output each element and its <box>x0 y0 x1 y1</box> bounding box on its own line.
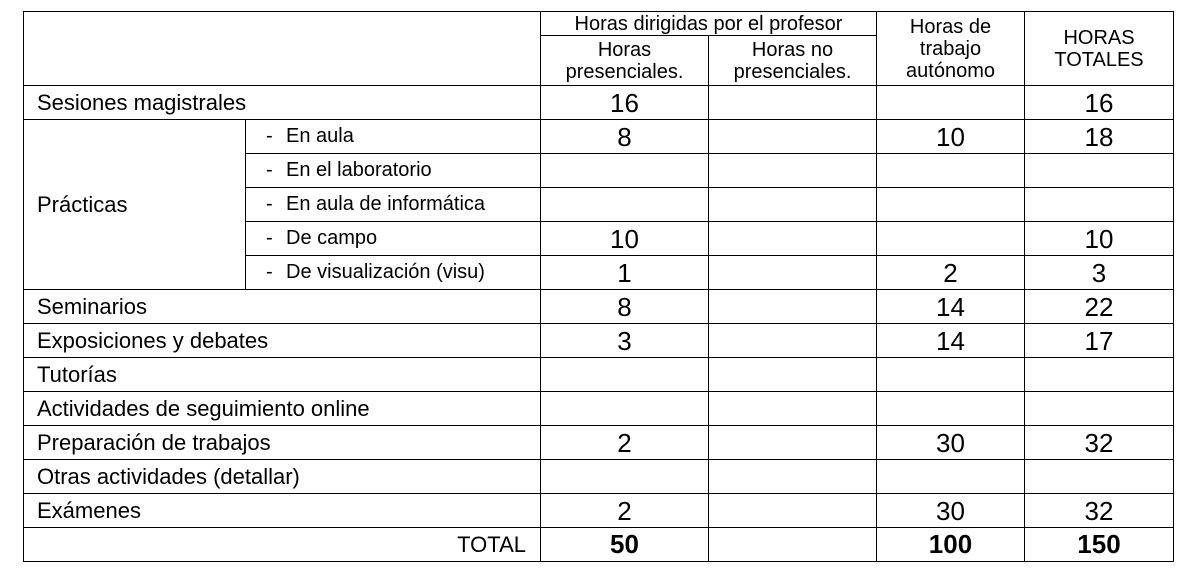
cell-in-person: 8 <box>541 290 709 324</box>
cell-autonomous <box>877 222 1025 256</box>
cell-not-in-person <box>709 358 877 392</box>
cell-autonomous <box>877 86 1025 120</box>
cell-in-person <box>541 154 709 188</box>
cell-autonomous: 14 <box>877 324 1025 358</box>
sub-row-text: En aula de informática <box>286 193 486 215</box>
table-row <box>24 290 1174 324</box>
header-in-person: Horas presenciales. <box>541 36 709 86</box>
cell-total <box>1025 154 1174 188</box>
dash-mark: - <box>266 227 273 249</box>
cell-not-in-person <box>709 460 877 494</box>
cell-in-person: 3 <box>541 324 709 358</box>
table-row <box>24 392 1174 426</box>
table-row <box>24 494 1174 528</box>
cell-in-person: 8 <box>541 120 709 154</box>
total-autonomous: 100 <box>877 528 1025 562</box>
row-label: Preparación de trabajos <box>24 426 541 460</box>
sub-row-label <box>246 256 541 290</box>
table-row <box>24 120 1174 154</box>
row-label-practicas: Prácticas <box>24 120 246 290</box>
cell-autonomous <box>877 188 1025 222</box>
total-row <box>24 528 1174 562</box>
row-label: Otras actividades (detallar) <box>24 460 541 494</box>
cell-autonomous <box>877 392 1025 426</box>
cell-not-in-person <box>709 426 877 460</box>
cell-total <box>1025 358 1174 392</box>
cell-in-person: 1 <box>541 256 709 290</box>
cell-in-person: 2 <box>541 494 709 528</box>
total-in-person: 50 <box>541 528 709 562</box>
cell-total: 32 <box>1025 494 1174 528</box>
dash-mark: - <box>266 261 273 283</box>
header-group-directed: Horas dirigidas por el profesor <box>541 12 877 36</box>
row-label: Exámenes <box>24 494 541 528</box>
sub-row-text: De campo <box>286 227 378 249</box>
row-label: Tutorías <box>24 358 541 392</box>
total-hours: 150 <box>1025 528 1174 562</box>
table-row <box>24 86 1174 120</box>
cell-total: 16 <box>1025 86 1174 120</box>
cell-in-person <box>541 188 709 222</box>
row-label: Actividades de seguimiento online <box>24 392 541 426</box>
cell-total: 10 <box>1025 222 1174 256</box>
header-autonomous: Horas de trabajo autónomo <box>877 12 1025 86</box>
cell-total <box>1025 188 1174 222</box>
cell-total: 18 <box>1025 120 1174 154</box>
cell-in-person <box>541 392 709 426</box>
cell-not-in-person <box>709 222 877 256</box>
cell-total <box>1025 392 1174 426</box>
sub-row-label <box>246 154 541 188</box>
cell-autonomous: 14 <box>877 290 1025 324</box>
hours-table <box>23 11 1174 562</box>
cell-not-in-person <box>709 494 877 528</box>
cell-in-person <box>541 358 709 392</box>
cell-autonomous: 30 <box>877 494 1025 528</box>
cell-autonomous: 2 <box>877 256 1025 290</box>
cell-not-in-person <box>709 324 877 358</box>
cell-not-in-person <box>709 154 877 188</box>
row-label: Exposiciones y debates <box>24 324 541 358</box>
cell-autonomous <box>877 460 1025 494</box>
total-not-in-person <box>709 528 877 562</box>
header-total-hours: HORAS TOTALES <box>1025 12 1174 86</box>
sub-row-text: En aula <box>286 125 354 147</box>
cell-in-person: 16 <box>541 86 709 120</box>
table-row <box>24 324 1174 358</box>
cell-not-in-person <box>709 392 877 426</box>
sub-row-label <box>246 188 541 222</box>
sub-row-text: De visualización (visu) <box>286 261 485 283</box>
cell-not-in-person <box>709 86 877 120</box>
cell-not-in-person <box>709 256 877 290</box>
cell-total: 17 <box>1025 324 1174 358</box>
dash-mark: - <box>266 193 273 215</box>
header-empty-cell <box>24 12 541 86</box>
sub-row-text: En el laboratorio <box>286 159 432 181</box>
header-not-in-person: Horas no presenciales. <box>709 36 877 86</box>
table-row <box>24 358 1174 392</box>
cell-total: 32 <box>1025 426 1174 460</box>
cell-total: 22 <box>1025 290 1174 324</box>
cell-total: 3 <box>1025 256 1174 290</box>
cell-autonomous <box>877 154 1025 188</box>
cell-in-person: 10 <box>541 222 709 256</box>
total-label: TOTAL <box>24 528 541 562</box>
sub-row-label <box>246 222 541 256</box>
cell-not-in-person <box>709 188 877 222</box>
cell-not-in-person <box>709 120 877 154</box>
cell-autonomous: 30 <box>877 426 1025 460</box>
cell-in-person <box>541 460 709 494</box>
row-label: Seminarios <box>24 290 541 324</box>
dash-mark: - <box>266 159 273 181</box>
cell-in-person: 2 <box>541 426 709 460</box>
sub-row-label <box>246 120 541 154</box>
cell-autonomous <box>877 358 1025 392</box>
cell-total <box>1025 460 1174 494</box>
dash-mark: - <box>266 125 273 147</box>
cell-autonomous: 10 <box>877 120 1025 154</box>
row-label: Sesiones magistrales <box>24 86 541 120</box>
table-row <box>24 426 1174 460</box>
cell-not-in-person <box>709 290 877 324</box>
table-row <box>24 460 1174 494</box>
